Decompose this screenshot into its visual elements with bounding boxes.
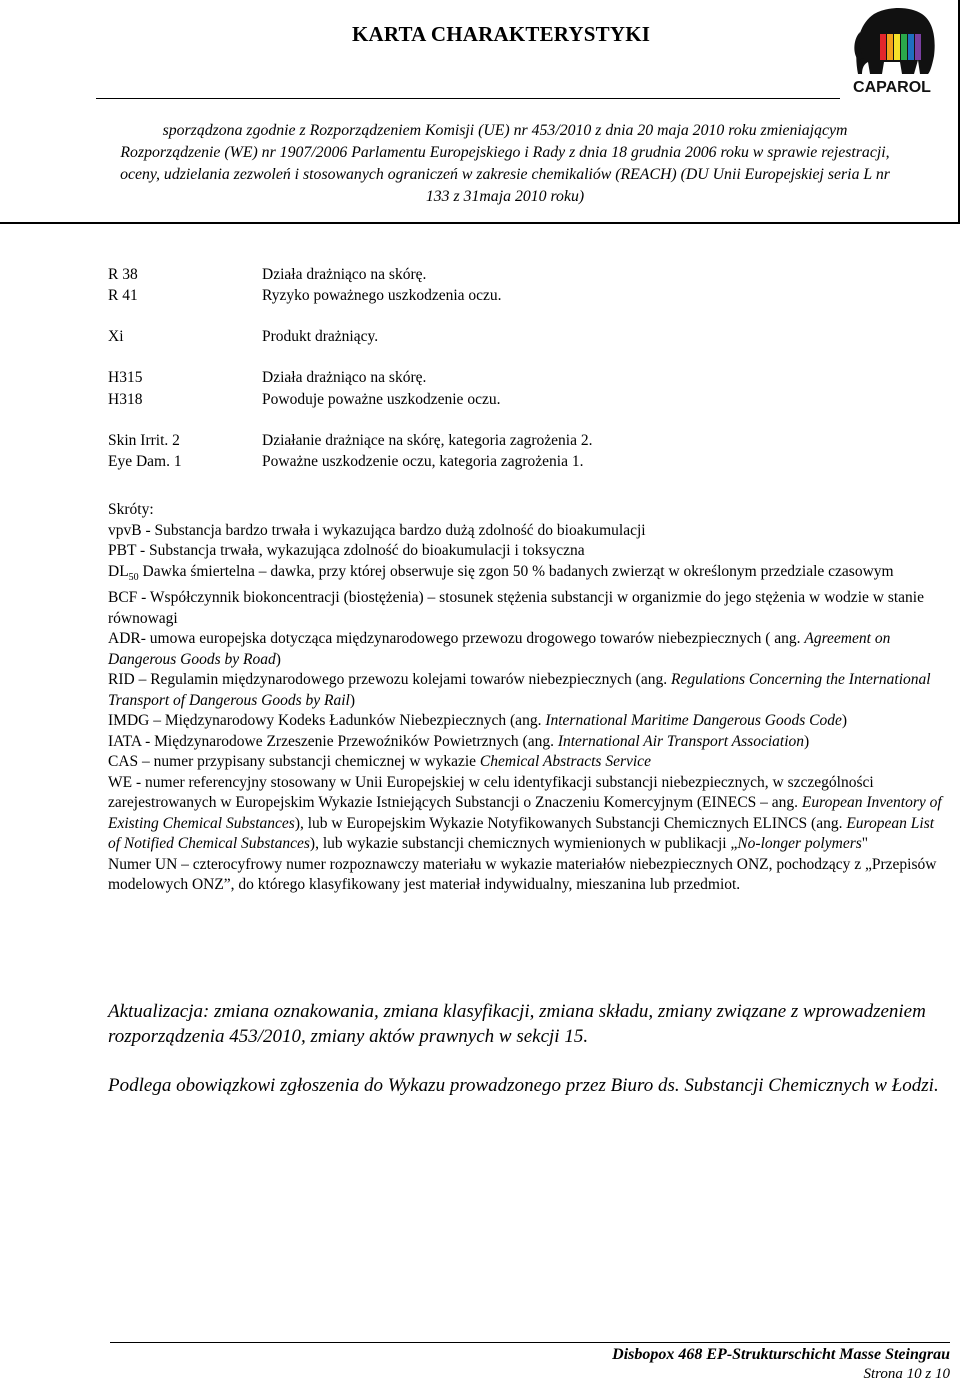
logo-text: CAPAROL (853, 79, 931, 96)
footer-product-name: Disbopox 468 EP-Strukturschicht Masse Steingrau (612, 1346, 950, 1363)
imdg-italic: International Maritime Dangerous Goods Code (545, 712, 842, 730)
document-title: KARTA CHARAKTERYSTYKI (352, 22, 651, 46)
abbreviations-section (108, 500, 943, 896)
abbr-cas (108, 752, 943, 773)
phrase-text: Działanie drażniące na skórę, kategoria zagrożenia 2. (262, 432, 593, 449)
imdg-text: IMDG – Międzynarodowy Kodeks Ładunków Niebezpiecznych (ang. (108, 712, 546, 730)
abbr-imdg (108, 711, 943, 732)
abbr-un: Numer UN – czterocyfrowy numer rozpoznawczy materiału w wykazie materiałów niebezpiecznych ONZ, pochodzący z „Przepisów modelowych ONZ”, do którego klasyfikowany jest materiał indywidualny, mieszanina lub przedmiot. (108, 855, 937, 894)
phrase-text: Ryzyko poważnego uszkodzenia oczu. (262, 287, 502, 304)
adr-end: ) (275, 650, 281, 668)
phrase-code: H315 (108, 369, 143, 386)
abbr-iata (108, 732, 943, 753)
footer-page-number: Strona 10 z 10 (863, 1366, 950, 1382)
phrase-text: Działa drażniąco na skórę. (262, 266, 427, 283)
phrase-text: Powoduje poważne uszkodzenie oczu. (262, 391, 501, 408)
we-end: " (861, 835, 869, 853)
dl-prefix: DL (108, 562, 129, 580)
phrase-text: Poważne uszkodzenie oczu, kategoria zagrożenia 1. (262, 453, 584, 470)
phrase-code: Eye Dam. 1 (108, 453, 182, 470)
phrase-code: R 38 (108, 266, 138, 283)
we-text: WE - numer referencyjny stosowany w Unii Europejskiej w celu identyfikacji substancji niebezpiecznych, w szczególności zarejestrowanych w Europejskim Wykazie Istniejących Substancji o Znaczeniu Komercyjnym (EINECS – ang. (108, 773, 874, 812)
update-note: Aktualizacja: zmiana oznakowania, zmiana klasyfikacji, zmiana składu, zmiany związane z wprowadzeniem rozporządzenia 453/2010, zmiany aktów prawnych w sekcji 15. (108, 1001, 926, 1047)
header-frame-bottom (0, 222, 960, 224)
rid-italic: Regulations Concerning the International Transport of Dangerous Goods by Rail (108, 671, 931, 709)
phrase-text: Produkt drażniący. (262, 328, 379, 345)
we-italic: European List of Notified Chemical Substances (108, 814, 935, 853)
phrase-code: Skin Irrit. 2 (108, 432, 180, 449)
rid-text: RID – Regulamin międzynarodowego przewozu kolejami towarów niebezpiecznych (ang. (108, 671, 671, 689)
abbr-we (108, 773, 943, 855)
subtitle-line: sporządzona zgodnie z Rozporządzeniem Komisji (UE) nr 453/2010 z dnia 20 maja 2010 roku zmieniającym (162, 122, 848, 139)
phrase-code: H318 (108, 391, 143, 408)
we-italic: European Inventory of Existing Chemical Substances (108, 794, 942, 832)
imdg-end: ) (841, 712, 847, 730)
abbr-bcf: BCF - Współczynnik biokoncentracji (biostężenia) – stosunek stężenia substancji w organizmie do jego stężenia w wodzie w stanie równowagi (108, 589, 924, 627)
abbr-rid (108, 670, 943, 711)
we-italic: No-longer polymers (737, 835, 862, 853)
subtitle-line: oceny, udzielania zezwoleń i stosowanych ograniczeń w zakresie chemikaliów (REACH) (DU Unii Europejskiej seria L nr (120, 166, 890, 183)
adr-italic: Agreement on Dangerous Goods by Road (108, 630, 891, 668)
we-text: ), lub wykazie substancji chemicznych wymienionych w publikacji „ (309, 835, 738, 853)
subtitle-line: Rozporządzenie (WE) nr 1907/2006 Parlamentu Europejskiego i Rady z dnia 18 grudnia 2006 roku w sprawie rejestracji, (120, 144, 890, 161)
caparol-logo (844, 4, 940, 96)
phrase-code: R 41 (108, 287, 138, 304)
adr-text: ADR- umowa europejska dotycząca międzynarodowego przewozu drogowego towarów niebezpiecznych ( ang. (108, 630, 805, 648)
title-divider (96, 98, 840, 99)
footer-divider (110, 1342, 950, 1343)
phrase-text: Działa drażniąco na skórę. (262, 369, 427, 386)
rid-end: ) (349, 691, 356, 709)
iata-italic: International Air Transport Association (557, 732, 804, 750)
dl-subscript: 50 (128, 571, 139, 583)
abbr-dl (108, 562, 943, 589)
we-text: ), lub w Europejskim Wykazie Notyfikowanych Substancji Chemicznych ELINCS (ang. (294, 814, 847, 832)
regulation-subtitle (40, 120, 960, 208)
cas-italic: Chemical Abstracts Service (479, 753, 651, 771)
abbr-adr (108, 629, 943, 670)
abbreviations-heading: Skróty: (108, 501, 154, 518)
iata-text: IATA - Międzynarodowe Zrzeszenie Przewoźników Powietrznych (ang. (108, 732, 558, 750)
abbr-vpvb: vpvB - Substancja bardzo trwała i wykazująca bardzo dużą zdolność do bioakumulacji (108, 521, 646, 539)
abbr-pbt: PBT - Substancja trwała, wykazująca zdolność do bioakumulacji i toksyczna (108, 542, 585, 559)
phrase-code: Xi (108, 328, 124, 345)
cas-text: CAS – numer przypisany substancji chemicznej w wykazie (108, 753, 480, 771)
iata-end: ) (804, 732, 810, 750)
registration-note: Podlega obowiązkowi zgłoszenia do Wykazu prowadzonego przez Biuro ds. Substancji Chemicznych w Łodzi. (108, 1075, 939, 1096)
subtitle-line: 133 z 31maja 2010 roku) (425, 188, 585, 205)
dl-text: Dawka śmiertelna – dawka, przy której obserwuje się zgon 50 % badanych zwierząt w określonym przedziale czasowym (138, 562, 894, 580)
